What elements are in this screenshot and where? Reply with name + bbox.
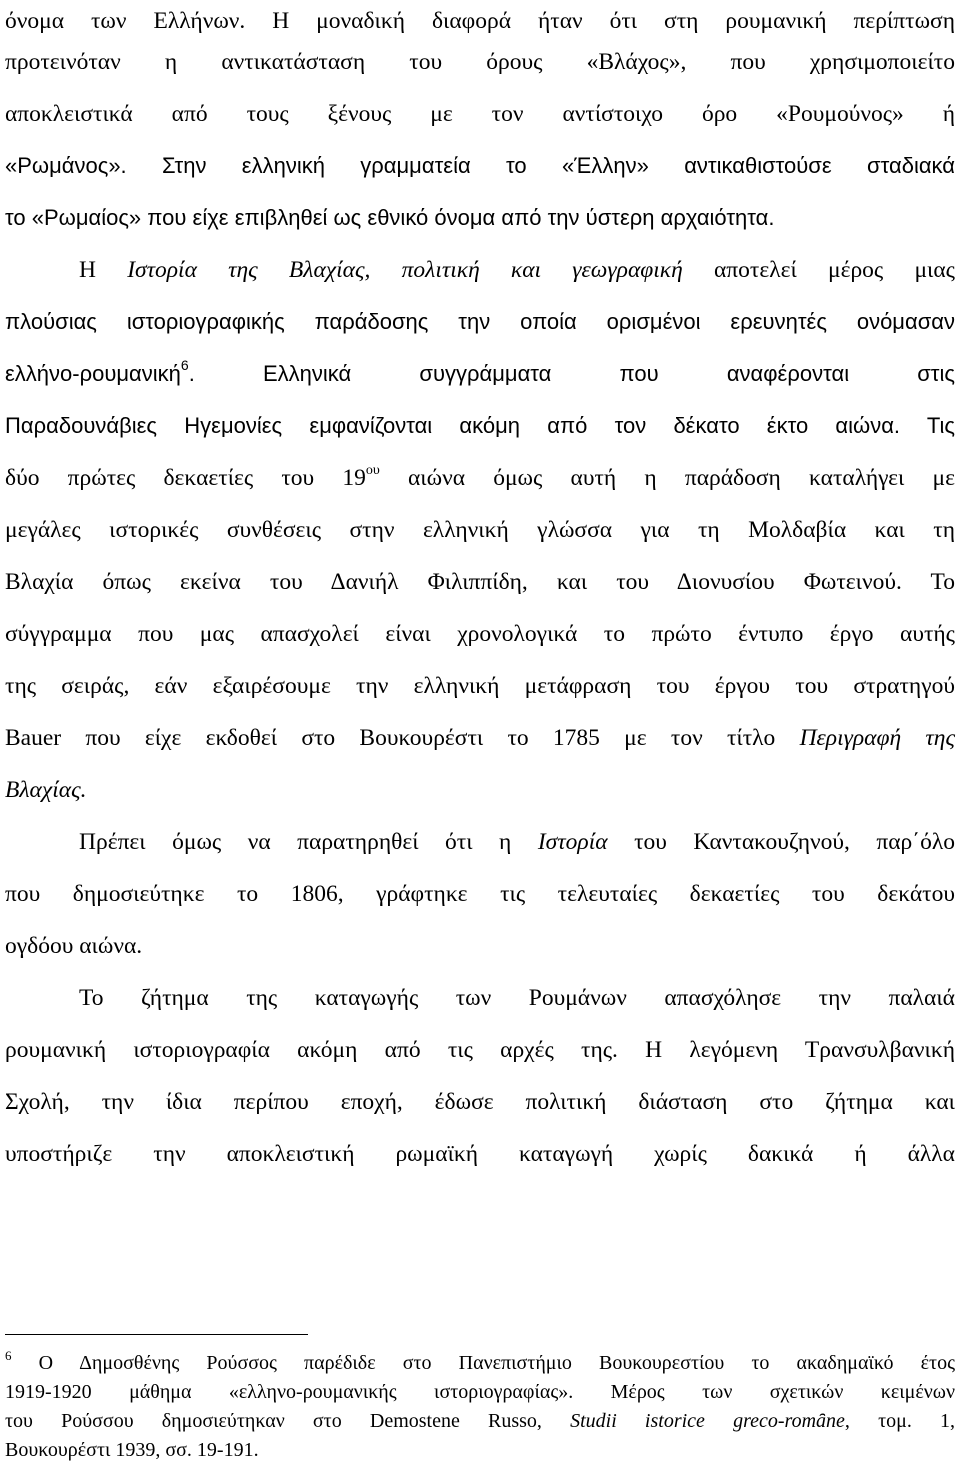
body-line: μεγάλες ιστορικές συνθέσεις στην ελληνική γλώσσα για τη Μολδαβία και τη xyxy=(5,517,955,543)
body-line: σύγγραμμα που μας απασχολεί είναι χρονολογικά το πρώτο έντυπο έργο αυτής xyxy=(5,621,955,647)
paragraph-start-line: Πρέπει όμως να παρατηρηθεί ότι η Ιστορία του Καντακουζηνού, παρ΄όλο xyxy=(79,829,955,855)
footnote-line: 1919-1920 μάθημα «ελληνο-ρουμανικής ιστοριογραφίας». Μέρος των σχετικών κειμένων xyxy=(5,1381,955,1403)
document-page xyxy=(5,0,955,1468)
body-line: προτεινόταν η αντικατάσταση του όρους «Βλάχος», που χρησιμοποιείτο xyxy=(5,49,955,75)
body-line: υποστήριζε την αποκλειστική ρωμαϊκή καταγωγή χωρίς δακικά ή άλλα xyxy=(5,1141,955,1167)
body-line: ογδόου αιώνα. xyxy=(5,933,143,959)
body-line: πλούσιας ιστοριογραφικής παράδοσης την οποία ορισμένοι ερευνητές ονόμασαν xyxy=(5,309,955,334)
body-line: το «Ρωμαίος» που είχε επιβληθεί ως εθνικό όνομα από την ύστερη αρχαιότητα. xyxy=(5,205,775,230)
footnote-line: του Ρούσσου δημοσιεύτηκαν στο Demostene Russo, Studii istorice greco-romȃne, τομ. 1, xyxy=(5,1410,955,1432)
body-line: όνομα των Ελλήνων. Η μοναδική διαφορά ήταν ότι στη ρουμανική περίπτωση xyxy=(5,8,955,34)
footnote-number: 6 xyxy=(5,1348,12,1363)
body-line: ρουμανική ιστοριογραφία ακόμη από τις αρχές της. Η λεγόμενη Τρανσυλβανική xyxy=(5,1037,955,1063)
body-line: δύο πρώτες δεκαετίες του $19^{o\upsilon}$ αιώνα όμως αυτή η παράδοση καταλήγει με xyxy=(5,463,955,491)
body-line: Βλαχία όπως εκείνα του Δανιήλ Φιλιππίδη, και του Διονυσίου Φωτεινού. Το xyxy=(5,569,955,595)
footnote-reference: 6 xyxy=(180,357,189,373)
body-line: της σειράς, εάν εξαιρέσουμε την ελληνική μετάφραση του έργου του στρατηγού xyxy=(5,673,955,699)
paragraph-start-line: Η Ιστορία της Βλαχίας, πολιτική και γεωγραφική αποτελεί μέρος μιας xyxy=(79,257,955,283)
footnote-line: Βουκουρέστι 1939, σσ. 19-191. xyxy=(5,1439,259,1461)
body-line: αποκλειστικά από τους ξένους με τον αντίστοιχο όρο «Ρουμούνος» ή xyxy=(5,101,955,127)
body-line: Bauer που είχε εκδοθεί στο Βουκουρέστι το 1785 με τον τίτλο Περιγραφή της xyxy=(5,725,955,751)
body-line: Βλαχίας. xyxy=(5,777,87,803)
body-line: που δημοσιεύτηκε το 1806, γράφτηκε τις τελευταίες δεκαετίες του δεκάτου xyxy=(5,881,955,907)
superscript-ordinal: ου xyxy=(365,463,380,478)
paragraph-start-line: Το ζήτημα της καταγωγής των Ρουμάνων απασχόλησε την παλαιά xyxy=(79,985,955,1011)
body-line: Παραδουνάβιες Ηγεμονίες εμφανίζονται ακόμη από τον δέκατο έκτο αιώνα. Τις xyxy=(5,413,955,438)
body-line: ελλήνο-ρουμανική$^6$. Ελληνικά συγγράμματα που αναφέρονται στις xyxy=(5,357,955,386)
footnote-line: $^6$ Ο Δημοσθένης Ρούσσος παρέδιδε στο Πανεπιστήμιο Βουκουρεστίου το ακαδημαϊκό έτος xyxy=(5,1348,955,1374)
footnote-separator xyxy=(5,1334,308,1335)
body-line: Σχολή, την ίδια περίπου εποχή, έδωσε πολιτική διάσταση στο ζήτημα και xyxy=(5,1089,955,1115)
body-line: «Ρωμάνος». Στην ελληνική γραμματεία το «Έλλην» αντικαθιστούσε σταδιακά xyxy=(5,153,955,178)
